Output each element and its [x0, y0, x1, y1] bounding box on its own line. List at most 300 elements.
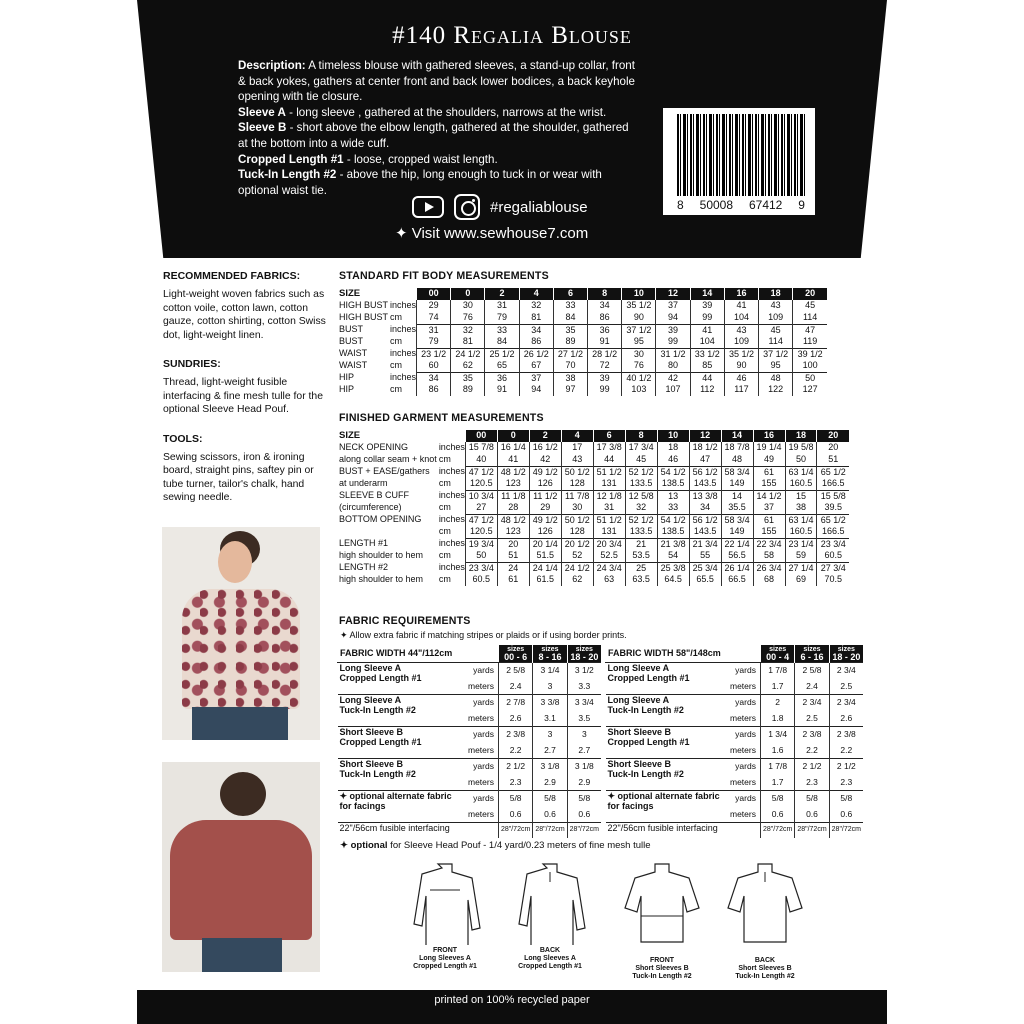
cell: 26 1/2: [519, 348, 553, 360]
row-unit: cm: [438, 478, 451, 489]
instagram-icon[interactable]: [454, 194, 480, 220]
cell: 14: [721, 490, 753, 502]
cell: 2.7: [533, 742, 567, 758]
cell: 65 1/2: [817, 466, 849, 478]
row-unit: inches: [390, 300, 417, 311]
cell: 103: [622, 384, 656, 396]
unit: meters: [467, 776, 494, 787]
row-unit: inches: [438, 538, 465, 549]
cell: 5/8: [498, 790, 532, 806]
table-row: [606, 758, 864, 774]
opt-text: alternate fabric: [652, 790, 720, 801]
cell: 120.5: [465, 478, 497, 490]
row-label: BUST + EASE/gathers: [339, 466, 430, 477]
cell: 0.6: [795, 806, 829, 822]
cell: 28"/72cm: [533, 822, 567, 838]
cell: 54: [657, 550, 689, 562]
row-label: SLEEVE B CUFF: [339, 490, 410, 501]
cell: 123: [497, 526, 529, 538]
cell: 30: [622, 348, 656, 360]
cell: 160.5: [785, 478, 817, 490]
cell: 48 1/2: [497, 466, 529, 478]
sketch-front-long: [400, 860, 490, 945]
cell: 31: [485, 300, 519, 312]
size-col: 4: [519, 288, 553, 300]
cell: 2 1/2: [498, 758, 532, 774]
cell: 27 1/2: [553, 348, 587, 360]
desc-label: Description:: [238, 59, 306, 72]
cell: 66.5: [721, 574, 753, 586]
hashtag: #regaliablouse: [490, 198, 588, 216]
cell: 143.5: [689, 526, 721, 538]
cell: 0.6: [760, 806, 794, 822]
cell: 149: [721, 526, 753, 538]
label-2: Tuck-In Length #2: [339, 768, 416, 779]
label-2: Tuck-In Length #2: [607, 704, 684, 715]
cell: 48 1/2: [497, 514, 529, 526]
model-photo-back: [162, 762, 320, 972]
cell: 5/8: [795, 790, 829, 806]
unit: meters: [729, 744, 756, 755]
size-col: 8: [625, 430, 657, 442]
cell: 23 1/4: [785, 538, 817, 550]
fabrics-heading: RECOMMENDED FABRICS:: [163, 270, 301, 282]
label-2: Tuck-In Length #2: [607, 768, 684, 779]
cell: 48: [721, 454, 753, 466]
size-col: 12: [689, 430, 721, 442]
sundries-heading: SUNDRIES:: [163, 358, 221, 371]
fabrics-text: Light-weight woven fabrics such as cotton voile, cotton lawn, cotton gauze, cotton shirting, cotton Swiss dot, light-weight linen.: [163, 289, 326, 341]
cell: 36: [485, 372, 519, 384]
cell: 1.7: [760, 774, 794, 790]
cell: 47: [793, 324, 827, 336]
cell: 2.3: [498, 774, 532, 790]
cell: 97: [553, 384, 587, 396]
cell: 128: [561, 526, 593, 538]
unit: yards: [463, 758, 498, 774]
row-unit: inches: [438, 514, 465, 525]
cell: 43: [724, 324, 758, 336]
cell: 3 3/8: [533, 694, 567, 710]
row-label: high shoulder to hem: [339, 574, 424, 585]
cell: 24: [497, 562, 529, 574]
cell: 131: [593, 478, 625, 490]
cell: 23 3/4: [817, 538, 849, 550]
cell: 3: [533, 726, 567, 742]
size-col: 2: [485, 288, 519, 300]
size-col: 00: [417, 288, 451, 300]
cell: 122: [759, 384, 793, 396]
size-col: 16: [724, 288, 758, 300]
cell: 63 1/4: [785, 466, 817, 478]
cell: 94: [656, 312, 690, 324]
cap: Tuck-In Length #2: [632, 973, 692, 980]
std-title: STANDARD FIT BODY MEASUREMENTS: [339, 270, 549, 282]
cell: 52.5: [593, 550, 625, 562]
cell: 22 3/4: [753, 538, 785, 550]
row-unit: cm: [390, 384, 403, 395]
row-label: HIGH BUST: [339, 312, 389, 323]
unit: yards: [727, 726, 761, 742]
size-range: 6 - 16: [800, 651, 824, 662]
cell: 25 3/4: [689, 562, 721, 574]
row-unit: cm: [438, 550, 451, 561]
cell: 19 3/4: [465, 538, 497, 550]
caption-3: [617, 957, 707, 981]
cell: 13: [657, 490, 689, 502]
cell: 35.5: [721, 502, 753, 514]
table-row: [337, 454, 849, 466]
table-row: [337, 538, 849, 550]
size-col: [567, 645, 601, 662]
cell: 46: [657, 454, 689, 466]
tools-text: Sewing scissors, iron & ironing board, straight pins, saftey pin or tube turner, tailor's chalk, hand sewing needle.: [163, 452, 314, 504]
cell: 128: [561, 478, 593, 490]
cell: 50: [785, 454, 817, 466]
cell: 29: [529, 502, 561, 514]
cell: 28"/72cm: [567, 822, 601, 838]
cell: 90: [724, 360, 758, 372]
cap: Long Sleeves A: [524, 955, 576, 962]
cell: 74: [417, 312, 451, 324]
size-col: 00: [465, 430, 497, 442]
cell: 55: [689, 550, 721, 562]
table-row: [337, 360, 827, 372]
cell: 149: [721, 478, 753, 490]
row-unit: cm: [438, 574, 451, 585]
size-range: 00 - 4: [766, 651, 790, 662]
row-label: [606, 662, 727, 694]
cell: 31: [417, 324, 451, 336]
row-label: [606, 694, 727, 726]
cell: 91: [485, 384, 519, 396]
opt-text: alternate fabric: [384, 790, 452, 801]
website-link[interactable]: ✦ Visit www.sewhouse7.com: [395, 225, 589, 242]
cell: 61: [753, 514, 785, 526]
width-header: FABRIC WIDTH 44"/112cm: [338, 645, 499, 662]
cell: 24 1/2: [561, 562, 593, 574]
row-label: WAIST: [339, 348, 368, 359]
cell: 35: [451, 372, 485, 384]
cell: 72: [588, 360, 622, 372]
interfacing-label: 22"/56cm fusible interfacing: [606, 822, 761, 838]
cell: 28 1/2: [588, 348, 622, 360]
size-col: [533, 645, 567, 662]
cell: 47 1/2: [465, 466, 497, 478]
cell: 42: [656, 372, 690, 384]
cell: 34: [519, 324, 553, 336]
row-label: [338, 662, 464, 694]
cell: 99: [588, 384, 622, 396]
cell: 41: [724, 300, 758, 312]
cell: 15 5/8: [817, 490, 849, 502]
cell: 70: [553, 360, 587, 372]
cap: Cropped Length #1: [413, 963, 477, 970]
label-2: Tuck-In Length #2: [339, 704, 416, 715]
unit: meters: [467, 808, 494, 819]
cap: Short Sleeves B: [635, 965, 689, 972]
table-row: [338, 758, 602, 774]
cell: 48: [759, 372, 793, 384]
cell: 53.5: [625, 550, 657, 562]
cell: 99: [656, 336, 690, 348]
row-label: along collar seam + knot: [339, 454, 437, 465]
cell: 51.5: [529, 550, 561, 562]
cell: 0.6: [567, 806, 601, 822]
cell: 17 3/4: [625, 442, 657, 454]
cell: 3 1/4: [533, 662, 567, 678]
cell: 2 3/4: [829, 694, 863, 710]
table-row: [337, 312, 827, 324]
cell: 65.5: [689, 574, 721, 586]
cell: 68: [753, 574, 785, 586]
youtube-icon[interactable]: [412, 196, 444, 218]
cell: 61.5: [529, 574, 561, 586]
cell: 86: [588, 312, 622, 324]
cell: 56.5: [721, 550, 753, 562]
cell: 91: [588, 336, 622, 348]
cell: 60: [417, 360, 451, 372]
table-row: [606, 726, 864, 742]
cap: Cropped Length #1: [518, 963, 582, 970]
cell: 114: [759, 336, 793, 348]
size-col: 8: [588, 288, 622, 300]
table-row: [337, 526, 849, 538]
sizes-word: sizes: [541, 645, 559, 653]
size-col: 20: [793, 288, 827, 300]
cell: 2 3/4: [795, 694, 829, 710]
cell: 65: [485, 360, 519, 372]
cell: 11 7/8: [561, 490, 593, 502]
cell: 30: [451, 300, 485, 312]
cell: 14 1/2: [753, 490, 785, 502]
size-col: 14: [690, 288, 724, 300]
label-2: Cropped Length #1: [339, 736, 422, 747]
cell: 133.5: [625, 526, 657, 538]
cell: 3: [533, 678, 567, 694]
cell: 30: [561, 502, 593, 514]
cell: 18 7/8: [721, 442, 753, 454]
size-col: 12: [656, 288, 690, 300]
cell: 112: [690, 384, 724, 396]
left-column: [163, 270, 333, 521]
cell: 2 3/4: [829, 662, 863, 678]
cell: 2 7/8: [498, 694, 532, 710]
label-1: Long Sleeve A: [339, 694, 402, 705]
row-unit: cm: [390, 360, 403, 371]
cell: 2 5/8: [795, 662, 829, 678]
size-col: [795, 645, 829, 662]
cell: 126: [529, 478, 561, 490]
size-col: 6: [593, 430, 625, 442]
cell: 2.4: [795, 678, 829, 694]
cell: 27 1/4: [785, 562, 817, 574]
cell: 119: [793, 336, 827, 348]
cell: 166.5: [817, 478, 849, 490]
row-label: [338, 726, 464, 758]
cell: 23 1/2: [417, 348, 451, 360]
barcode-digit: 67412: [748, 198, 783, 212]
unit: meters: [467, 744, 494, 755]
optional-label: [338, 790, 464, 822]
sleeve-b-label: Sleeve B: [238, 121, 287, 135]
cell: 131: [593, 526, 625, 538]
unit: yards: [463, 790, 498, 806]
cell: 38: [553, 372, 587, 384]
cap: BACK: [539, 947, 561, 954]
barcode: [663, 108, 815, 215]
cell: 21 3/4: [689, 538, 721, 550]
label-1: Long Sleeve A: [607, 662, 670, 673]
size-header: SIZE: [337, 288, 417, 300]
cell: 1 3/4: [760, 726, 794, 742]
size-col: 0: [497, 430, 529, 442]
unit: yards: [727, 662, 761, 678]
cell: 15 7/8: [465, 442, 497, 454]
cell: 24 1/2: [451, 348, 485, 360]
row-label: HIP: [339, 372, 355, 383]
cell: 1.6: [760, 742, 794, 758]
crop-label: Cropped Length #1: [238, 152, 344, 166]
sleeve-a-label: Sleeve A: [238, 105, 286, 119]
cell: 117: [724, 384, 758, 396]
size-col: 4: [561, 430, 593, 442]
row-unit: cm: [390, 312, 403, 323]
cell: 49: [753, 454, 785, 466]
sundries-text: Thread, light-weight fusible interfacing & fine mesh tulle for the optional Sleeve Head Pouf.: [163, 377, 323, 416]
cell: 52: [561, 550, 593, 562]
table-row: [337, 372, 827, 384]
cell: 133.5: [625, 478, 657, 490]
cell: 89: [553, 336, 587, 348]
cell: 37 1/2: [622, 324, 656, 336]
sizes-word: sizes: [507, 645, 525, 653]
cell: 22 1/4: [721, 538, 753, 550]
cell: 11 1/8: [497, 490, 529, 502]
cell: 84: [485, 336, 519, 348]
cell: 32: [451, 324, 485, 336]
cell: 29: [417, 300, 451, 312]
cell: 13 3/8: [689, 490, 721, 502]
table-row: [337, 324, 827, 336]
label-1: Short Sleeve B: [339, 758, 404, 769]
row-label: high shoulder to hem: [339, 550, 424, 561]
cell: 41: [690, 324, 724, 336]
cell: 126: [529, 526, 561, 538]
cell: 44: [690, 372, 724, 384]
cell: 62: [561, 574, 593, 586]
width-header: FABRIC WIDTH 58"/148cm: [606, 645, 761, 662]
cell: 37: [656, 300, 690, 312]
opt-bold: ✦ optional: [339, 790, 385, 801]
row-label: BUST: [339, 336, 364, 347]
cell: 107: [656, 384, 690, 396]
cell: 19 5/8: [785, 442, 817, 454]
size-col: [760, 645, 794, 662]
cell: 35 1/2: [622, 300, 656, 312]
cell: 60.5: [817, 550, 849, 562]
table-row: [337, 442, 849, 454]
cell: 155: [753, 478, 785, 490]
unit: yards: [727, 758, 761, 774]
cell: 2.9: [567, 774, 601, 790]
cell: 40 1/2: [622, 372, 656, 384]
cell: 20: [497, 538, 529, 550]
table-row: [606, 694, 864, 710]
cell: 28: [497, 502, 529, 514]
footer: printed on 100% recycled paper: [137, 990, 887, 1024]
row-label: NECK OPENING: [339, 442, 409, 453]
row-label: LENGTH #1: [339, 538, 389, 549]
cap: Tuck-In Length #2: [735, 973, 795, 980]
cell: 63: [593, 574, 625, 586]
cell: 37: [519, 372, 553, 384]
fr-note: ✦ Allow extra fabric if matching stripes or plaids or if using border prints.: [340, 630, 627, 640]
cell: 28"/72cm: [498, 822, 532, 838]
sleeve-b-text: - short above the elbow length, gathered at the shoulder, gathered at the bottom into a wide cuff.: [238, 121, 629, 150]
label-2: Cropped Length #1: [339, 672, 422, 683]
row-unit: inches: [438, 562, 465, 573]
std-table: [337, 288, 827, 396]
cell: 12 1/8: [593, 490, 625, 502]
sizes-word: sizes: [769, 645, 787, 653]
tuck-text: - above the hip, long enough to tuck in or wear with optional waist tie.: [238, 168, 602, 197]
cell: 28"/72cm: [829, 822, 863, 838]
unit: yards: [463, 726, 498, 742]
cell: 34: [588, 300, 622, 312]
sizes-word: sizes: [803, 645, 821, 653]
sketch-back-long: [505, 860, 595, 945]
cell: 1.8: [760, 710, 794, 726]
table-row: [338, 662, 602, 678]
row-unit: inches: [390, 324, 417, 335]
table-row: [337, 514, 849, 526]
row-unit: inches: [438, 442, 465, 453]
fin-title: FINISHED GARMENT MEASUREMENTS: [339, 412, 544, 424]
cell: 3 1/2: [567, 662, 601, 678]
cell: 40: [465, 454, 497, 466]
size-col: 10: [622, 288, 656, 300]
cell: 43: [759, 300, 793, 312]
cell: 2: [760, 694, 794, 710]
tuck-label: Tuck-In Length #2: [238, 168, 337, 182]
cell: 52 1/2: [625, 466, 657, 478]
caption-1: [400, 947, 490, 971]
cell: 2.4: [498, 678, 532, 694]
cell: 2 1/2: [829, 758, 863, 774]
cell: 52 1/2: [625, 514, 657, 526]
cell: 50: [793, 372, 827, 384]
cell: 37 1/2: [759, 348, 793, 360]
cell: 20 1/2: [561, 538, 593, 550]
unit: yards: [463, 662, 498, 678]
cell: 31 1/2: [656, 348, 690, 360]
cell: 26 3/4: [753, 562, 785, 574]
size-col: 20: [817, 430, 849, 442]
cell: 2 3/8: [795, 726, 829, 742]
row-unit: inches: [438, 490, 465, 501]
row-unit: cm: [438, 526, 451, 537]
cell: 19 1/4: [753, 442, 785, 454]
cell: 2.9: [533, 774, 567, 790]
row-label: HIGH BUST: [339, 300, 389, 311]
cell: 62: [451, 360, 485, 372]
cell: 155: [753, 526, 785, 538]
cell: 18 1/2: [689, 442, 721, 454]
cell: 79: [485, 312, 519, 324]
cell: 51: [497, 550, 529, 562]
table-row: [337, 490, 849, 502]
